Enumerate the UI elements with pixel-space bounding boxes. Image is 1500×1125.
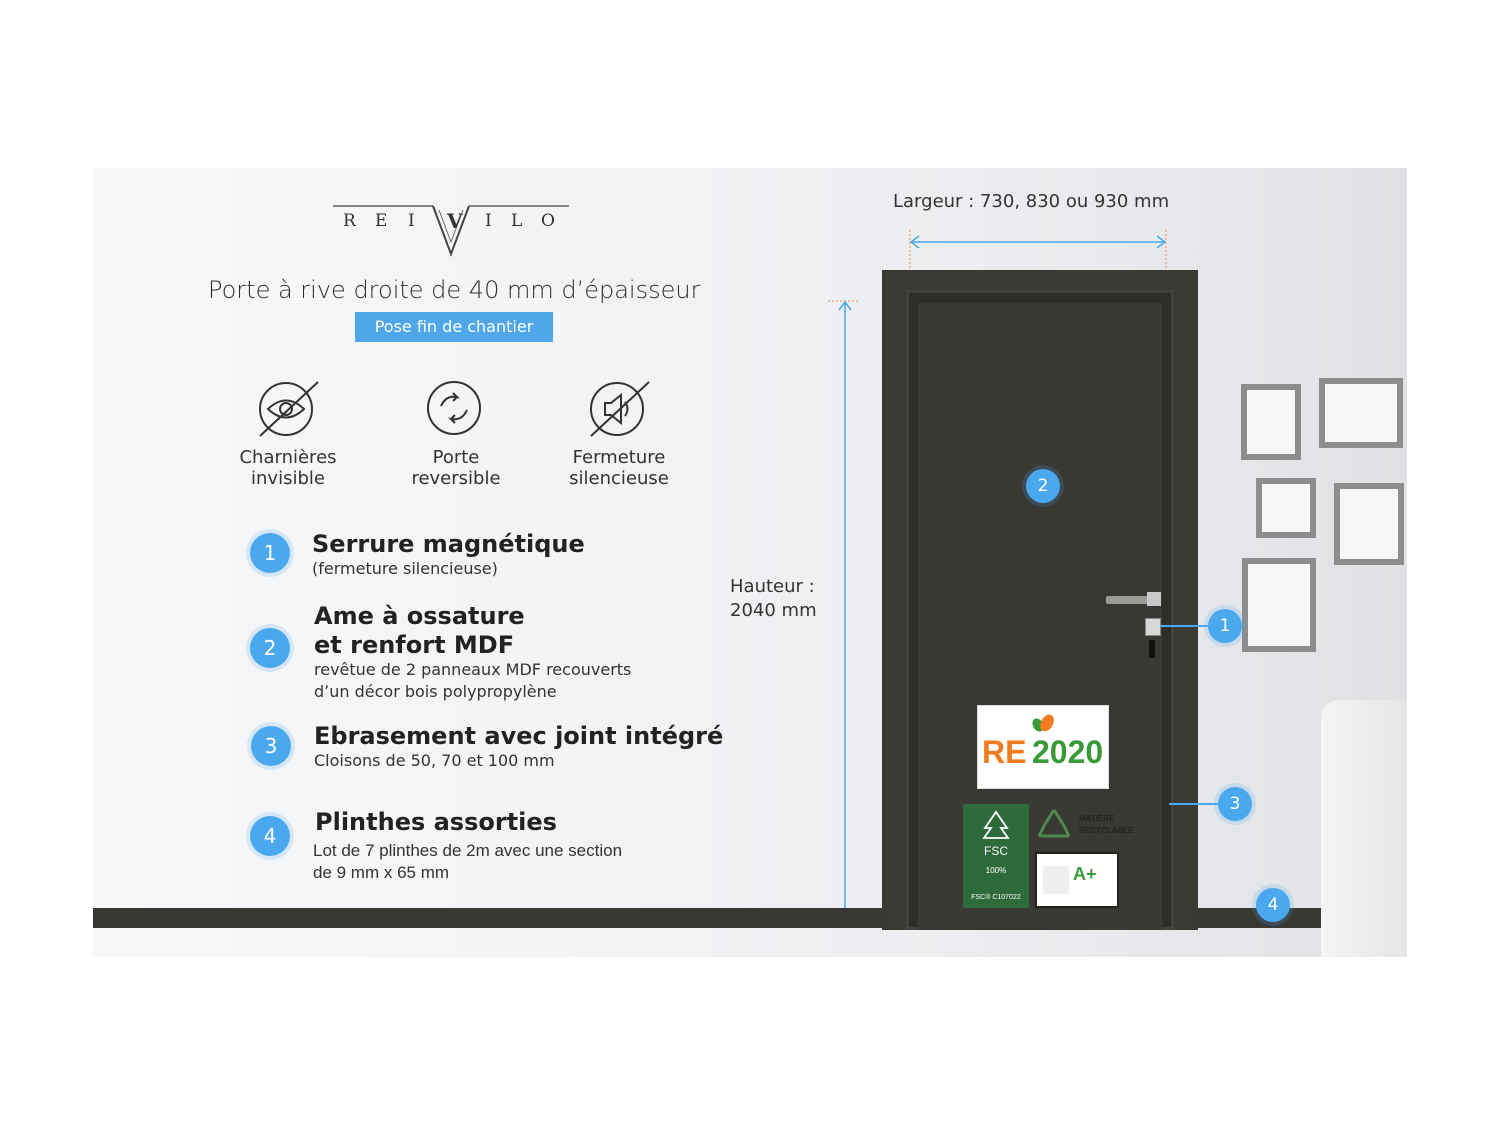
feature-label: Porte bbox=[432, 447, 480, 468]
spec-number: 1 bbox=[250, 533, 290, 573]
feature-silent bbox=[549, 447, 689, 489]
door-marker-frame: 3 bbox=[1218, 787, 1252, 821]
re-text: RE bbox=[982, 734, 1027, 770]
spec-subtitle: Cloisons de 50, 70 et 100 mm bbox=[314, 751, 555, 770]
wall-picture bbox=[1319, 378, 1403, 448]
wall-picture bbox=[1242, 558, 1316, 652]
feature-label: Charnières bbox=[239, 447, 337, 468]
installation-badge: Pose fin de chantier bbox=[355, 312, 553, 342]
door-marker-core: 2 bbox=[1026, 469, 1060, 503]
leaf-icon bbox=[1030, 712, 1056, 734]
recycle-icon bbox=[1033, 806, 1075, 846]
eye-icon bbox=[256, 378, 322, 440]
feature-label: reversible bbox=[411, 468, 501, 489]
spec-title: Plinthes assorties bbox=[315, 808, 557, 836]
feature-reversible bbox=[386, 447, 526, 489]
spec-number: 3 bbox=[251, 726, 291, 766]
logo-letter: I bbox=[408, 211, 415, 231]
logo-letter: R bbox=[343, 211, 356, 231]
marker-leader-line bbox=[1169, 803, 1218, 805]
page-title: Porte à rive droite de 40 mm d’épaisseur bbox=[208, 276, 701, 304]
spec-subtitle: de 9 mm x 65 mm bbox=[313, 863, 450, 882]
feature-label: silencieuse bbox=[569, 468, 669, 489]
re2020-label bbox=[977, 705, 1109, 789]
spec-subtitle: revêtue de 2 panneaux MDF recouverts bbox=[314, 660, 632, 679]
fsc-label bbox=[963, 804, 1029, 908]
spec-number: 2 bbox=[250, 628, 290, 668]
sofa bbox=[1321, 700, 1407, 957]
spec-title: Ebrasement avec joint intégré bbox=[314, 722, 724, 750]
logo-letter: I bbox=[485, 211, 492, 231]
spec-subtitle: d’un décor bois polypropylène bbox=[314, 682, 557, 701]
logo-letter: L bbox=[511, 211, 523, 231]
door-marker-lock: 1 bbox=[1208, 609, 1242, 643]
spec-title: Ame à ossature bbox=[314, 602, 525, 630]
logo-letter: E bbox=[375, 211, 388, 231]
re-year: 2020 bbox=[1032, 734, 1104, 770]
logo-letter: V bbox=[447, 209, 463, 233]
fsc-code: FSC® C107022 bbox=[971, 894, 1021, 901]
width-dimension-arrow bbox=[903, 230, 1173, 270]
height-dimension-arrow bbox=[828, 294, 858, 910]
height-label: Hauteur : bbox=[730, 576, 815, 597]
lock-cylinder bbox=[1145, 618, 1161, 636]
recyclable-label bbox=[1033, 804, 1134, 850]
recyclable-text: RECYCLABLE bbox=[1079, 826, 1134, 835]
skirting-board bbox=[93, 908, 1407, 928]
logo-letter: O bbox=[541, 211, 555, 231]
door-marker-skirting: 4 bbox=[1256, 888, 1290, 922]
spec-title: Serrure magnétique bbox=[312, 530, 585, 558]
recyclable-text: MATIÈRE bbox=[1079, 814, 1115, 823]
spec-title-line2: et renfort MDF bbox=[314, 631, 515, 659]
air-grade: A+ bbox=[1073, 864, 1097, 884]
wall-picture bbox=[1334, 483, 1404, 565]
width-label: Largeur : 730, 830 ou 930 mm bbox=[893, 191, 1170, 212]
house-icon bbox=[1043, 866, 1069, 894]
speaker-mute-icon bbox=[585, 378, 651, 440]
height-value: 2040 mm bbox=[730, 600, 817, 621]
spec-subtitle: Lot de 7 plinthes de 2m avec une section bbox=[313, 841, 623, 860]
wall-picture bbox=[1256, 478, 1316, 538]
feature-label: Fermeture bbox=[572, 447, 666, 468]
fsc-tree-icon bbox=[981, 810, 1011, 842]
feature-label: invisible bbox=[251, 468, 325, 489]
fsc-percent: 100% bbox=[985, 866, 1007, 875]
product-scene bbox=[93, 168, 1407, 957]
reverse-arrows-icon bbox=[424, 378, 484, 438]
marker-leader-line bbox=[1160, 625, 1208, 627]
fsc-text: FSC bbox=[984, 844, 1008, 858]
spec-number: 4 bbox=[250, 816, 290, 856]
spec-subtitle: (fermeture silencieuse) bbox=[312, 559, 498, 578]
lock-latch bbox=[1149, 640, 1155, 658]
air-quality-label bbox=[1035, 852, 1119, 908]
feature-hinges bbox=[218, 447, 358, 489]
handle-rose bbox=[1147, 592, 1161, 606]
wall-picture bbox=[1241, 384, 1301, 460]
